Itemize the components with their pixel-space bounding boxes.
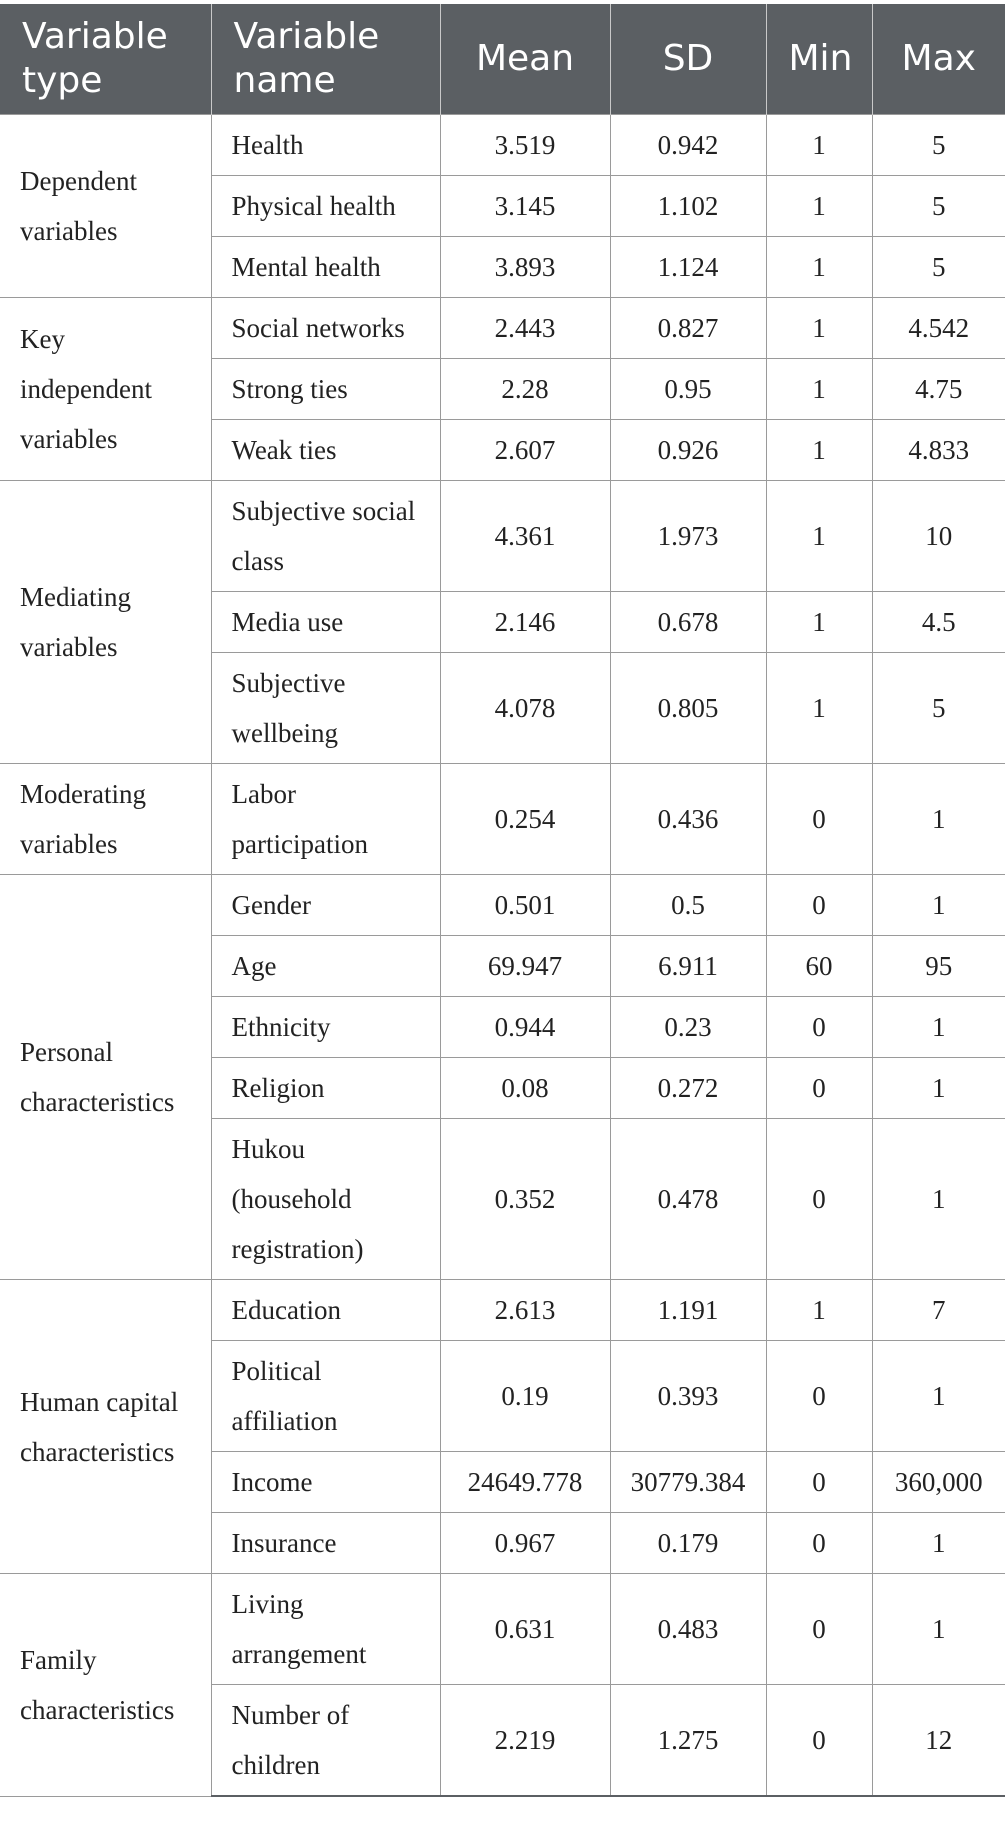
max-cell: 7 <box>872 1280 1005 1341</box>
variable-name-cell: Media use <box>211 592 440 653</box>
sd-cell: 0.483 <box>610 1574 766 1685</box>
sd-cell: 0.179 <box>610 1513 766 1574</box>
variable-name-cell: Gender <box>211 875 440 936</box>
max-cell: 10 <box>872 481 1005 592</box>
max-cell: 4.75 <box>872 359 1005 420</box>
max-cell: 1 <box>872 1058 1005 1119</box>
variable-type-cell: Human capital characteristics <box>0 1280 211 1574</box>
min-cell: 0 <box>766 1452 872 1513</box>
sd-cell: 0.95 <box>610 359 766 420</box>
mean-cell: 0.352 <box>440 1119 610 1280</box>
table-row <box>0 115 1005 176</box>
min-cell: 0 <box>766 1574 872 1685</box>
mean-cell: 2.28 <box>440 359 610 420</box>
table-header <box>0 4 1005 115</box>
sd-cell: 0.436 <box>610 764 766 875</box>
variable-name-cell: Number of children <box>211 1685 440 1797</box>
mean-cell: 4.361 <box>440 481 610 592</box>
variable-name-cell: Labor participation <box>211 764 440 875</box>
min-cell: 0 <box>766 875 872 936</box>
max-cell: 4.5 <box>872 592 1005 653</box>
mean-cell: 0.944 <box>440 997 610 1058</box>
sd-cell: 0.805 <box>610 653 766 764</box>
sd-cell: 0.23 <box>610 997 766 1058</box>
mean-cell: 2.146 <box>440 592 610 653</box>
mean-cell: 2.219 <box>440 1685 610 1797</box>
mean-cell: 2.607 <box>440 420 610 481</box>
mean-cell: 2.613 <box>440 1280 610 1341</box>
header-min: Min <box>766 4 872 115</box>
min-cell: 0 <box>766 1058 872 1119</box>
mean-cell: 0.967 <box>440 1513 610 1574</box>
sd-cell: 1.102 <box>610 176 766 237</box>
mean-cell: 0.08 <box>440 1058 610 1119</box>
max-cell: 4.542 <box>872 298 1005 359</box>
mean-cell: 0.19 <box>440 1341 610 1452</box>
min-cell: 1 <box>766 420 872 481</box>
max-cell: 1 <box>872 875 1005 936</box>
sd-cell: 0.678 <box>610 592 766 653</box>
variable-type-cell: Family characteristics <box>0 1574 211 1797</box>
variable-name-cell: Mental health <box>211 237 440 298</box>
sd-cell: 1.191 <box>610 1280 766 1341</box>
variable-name-cell: Subjective social class <box>211 481 440 592</box>
variable-name-cell: Subjective wellbeing <box>211 653 440 764</box>
descriptive-statistics-table <box>0 4 1005 1797</box>
sd-cell: 30779.384 <box>610 1452 766 1513</box>
max-cell: 95 <box>872 936 1005 997</box>
variable-type-cell: Personal characteristics <box>0 875 211 1280</box>
min-cell: 0 <box>766 1341 872 1452</box>
min-cell: 1 <box>766 359 872 420</box>
mean-cell: 3.893 <box>440 237 610 298</box>
max-cell: 1 <box>872 1513 1005 1574</box>
header-variable-name: Variable name <box>211 4 440 115</box>
min-cell: 0 <box>766 1513 872 1574</box>
min-cell: 0 <box>766 1685 872 1797</box>
min-cell: 1 <box>766 592 872 653</box>
mean-cell: 69.947 <box>440 936 610 997</box>
min-cell: 1 <box>766 176 872 237</box>
variable-name-cell: Social networks <box>211 298 440 359</box>
variable-name-cell: Strong ties <box>211 359 440 420</box>
table-row <box>0 1574 1005 1685</box>
table-row <box>0 298 1005 359</box>
variable-name-cell: Ethnicity <box>211 997 440 1058</box>
mean-cell: 2.443 <box>440 298 610 359</box>
max-cell: 1 <box>872 1119 1005 1280</box>
min-cell: 0 <box>766 764 872 875</box>
variable-name-cell: Hukou (household registration) <box>211 1119 440 1280</box>
max-cell: 5 <box>872 176 1005 237</box>
header-variable-type: Variable type <box>0 4 211 115</box>
header-sd: SD <box>610 4 766 115</box>
max-cell: 12 <box>872 1685 1005 1797</box>
max-cell: 1 <box>872 764 1005 875</box>
min-cell: 0 <box>766 1119 872 1280</box>
variable-name-cell: Health <box>211 115 440 176</box>
table-row <box>0 481 1005 592</box>
variable-name-cell: Physical health <box>211 176 440 237</box>
max-cell: 5 <box>872 653 1005 764</box>
mean-cell: 0.501 <box>440 875 610 936</box>
header-max: Max <box>872 4 1005 115</box>
mean-cell: 3.519 <box>440 115 610 176</box>
min-cell: 60 <box>766 936 872 997</box>
variable-type-cell: Moderating variables <box>0 764 211 875</box>
table-row <box>0 1280 1005 1341</box>
sd-cell: 0.393 <box>610 1341 766 1452</box>
variable-name-cell: Insurance <box>211 1513 440 1574</box>
header-row <box>0 4 1005 115</box>
mean-cell: 24649.778 <box>440 1452 610 1513</box>
sd-cell: 0.478 <box>610 1119 766 1280</box>
variable-name-cell: Income <box>211 1452 440 1513</box>
table-container <box>0 4 1005 1797</box>
sd-cell: 0.942 <box>610 115 766 176</box>
variable-type-cell: Mediating variables <box>0 481 211 764</box>
sd-cell: 1.124 <box>610 237 766 298</box>
max-cell: 4.833 <box>872 420 1005 481</box>
variable-name-cell: Religion <box>211 1058 440 1119</box>
sd-cell: 0.272 <box>610 1058 766 1119</box>
variable-name-cell: Political affiliation <box>211 1341 440 1452</box>
max-cell: 1 <box>872 1341 1005 1452</box>
table-body <box>0 115 1005 1797</box>
sd-cell: 1.275 <box>610 1685 766 1797</box>
max-cell: 5 <box>872 115 1005 176</box>
max-cell: 5 <box>872 237 1005 298</box>
min-cell: 1 <box>766 115 872 176</box>
variable-name-cell: Education <box>211 1280 440 1341</box>
min-cell: 1 <box>766 1280 872 1341</box>
min-cell: 0 <box>766 997 872 1058</box>
mean-cell: 3.145 <box>440 176 610 237</box>
mean-cell: 4.078 <box>440 653 610 764</box>
variable-name-cell: Living arrangement <box>211 1574 440 1685</box>
variable-name-cell: Age <box>211 936 440 997</box>
min-cell: 1 <box>766 237 872 298</box>
min-cell: 1 <box>766 298 872 359</box>
min-cell: 1 <box>766 653 872 764</box>
sd-cell: 6.911 <box>610 936 766 997</box>
sd-cell: 0.926 <box>610 420 766 481</box>
header-mean: Mean <box>440 4 610 115</box>
sd-cell: 0.827 <box>610 298 766 359</box>
max-cell: 1 <box>872 1574 1005 1685</box>
table-row <box>0 875 1005 936</box>
max-cell: 1 <box>872 997 1005 1058</box>
variable-type-cell: Key independent variables <box>0 298 211 481</box>
sd-cell: 0.5 <box>610 875 766 936</box>
mean-cell: 0.254 <box>440 764 610 875</box>
mean-cell: 0.631 <box>440 1574 610 1685</box>
variable-type-cell: Dependent variables <box>0 115 211 298</box>
variable-name-cell: Weak ties <box>211 420 440 481</box>
max-cell: 360,000 <box>872 1452 1005 1513</box>
table-row <box>0 764 1005 875</box>
min-cell: 1 <box>766 481 872 592</box>
sd-cell: 1.973 <box>610 481 766 592</box>
